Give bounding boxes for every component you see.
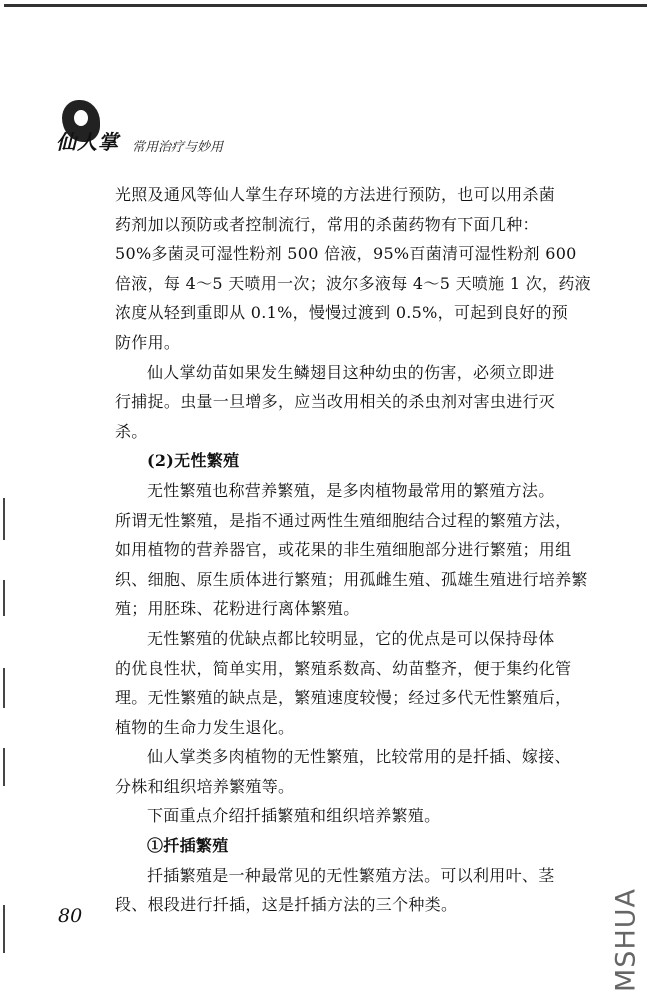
text-line: 无性繁殖的优缺点都比较明显，它的优点是可以保持母体 [147,628,555,648]
text-line: 段、根段进行扦插，这是扦插方法的三个种类。 [115,895,458,915]
text-line: 行捕捉。虫量一旦增多，应当改用相关的杀虫剂对害虫进行灭 [115,392,556,412]
scan-edge-mark [3,905,5,953]
text-line: 无性繁殖也称营养繁殖，是多肉植物最常用的繁殖方法。 [147,480,555,500]
watermark [606,885,646,995]
text-line: 所谓无性繁殖，是指不通过两性生殖细胞结合过程的繁殖方法， [115,510,572,530]
text-line: 植物的生命力发生退化。 [115,717,295,737]
text-line: 药剂加以预防或者控制流行，常用的杀菌药物有下面几种： [115,214,539,234]
scan-edge-mark [3,498,5,540]
text-line: 防作用。 [115,332,181,352]
text-line: 仙人掌幼苗如果发生鳞翅目这种幼虫的伤害，必须立即进 [147,362,555,382]
scan-edge-mark [3,668,5,708]
book-logo [52,100,242,160]
logo-subtitle: 常用治疗与妙用 [132,140,224,155]
text-line: 下面重点介绍扦插繁殖和组织培养繁殖。 [147,806,441,826]
section-heading: ①扦插繁殖 [147,836,229,856]
watermark-text: MSHUA [610,888,642,992]
scan-edge-mark [3,580,5,616]
text-line: 仙人掌类多肉植物的无性繁殖，比较常用的是扦插、嫁接、 [147,747,571,767]
logo-title: 仙人掌 [56,130,119,154]
text-line: 50%多菌灵可湿性粉剂 500 倍液，95%百菌清可湿性粉剂 600 [115,244,577,264]
section-heading: (2)无性繁殖 [147,451,240,471]
text-line: 浓度从轻到重即从 0.1%，慢慢过渡到 0.5%，可起到良好的预 [115,303,569,323]
text-line: 织、细胞、原生质体进行繁殖；用孤雌生殖、孤雄生殖进行培养繁 [115,569,588,589]
text-line: 殖；用胚珠、花粉进行离体繁殖。 [115,599,360,619]
text-line: 光照及通风等仙人掌生存环境的方法进行预防，也可以用杀菌 [115,185,556,204]
text-line: 理。无性繁殖的缺点是，繁殖速度较慢；经过多代无性繁殖后， [115,688,572,708]
text-line: 杀。 [115,421,148,441]
text-line: 分株和组织培养繁殖等。 [115,776,295,796]
text-line: 倍液，每 4～5 天喷用一次；波尔多液每 4～5 天喷施 1 次，药液 [115,273,591,293]
page-number: 80 [58,905,83,927]
top-rule [4,4,647,7]
scan-edge-mark [3,748,5,786]
text-line: 如用植物的营养器官，或花果的非生殖细胞部分进行繁殖；用组 [115,540,572,560]
page-body [115,180,601,920]
text-line: 的优良性状，简单实用，繁殖系数高、幼苗整齐，便于集约化管 [115,658,572,678]
text-line: 扦插繁殖是一种最常见的无性繁殖方法。可以利用叶、茎 [147,865,555,885]
